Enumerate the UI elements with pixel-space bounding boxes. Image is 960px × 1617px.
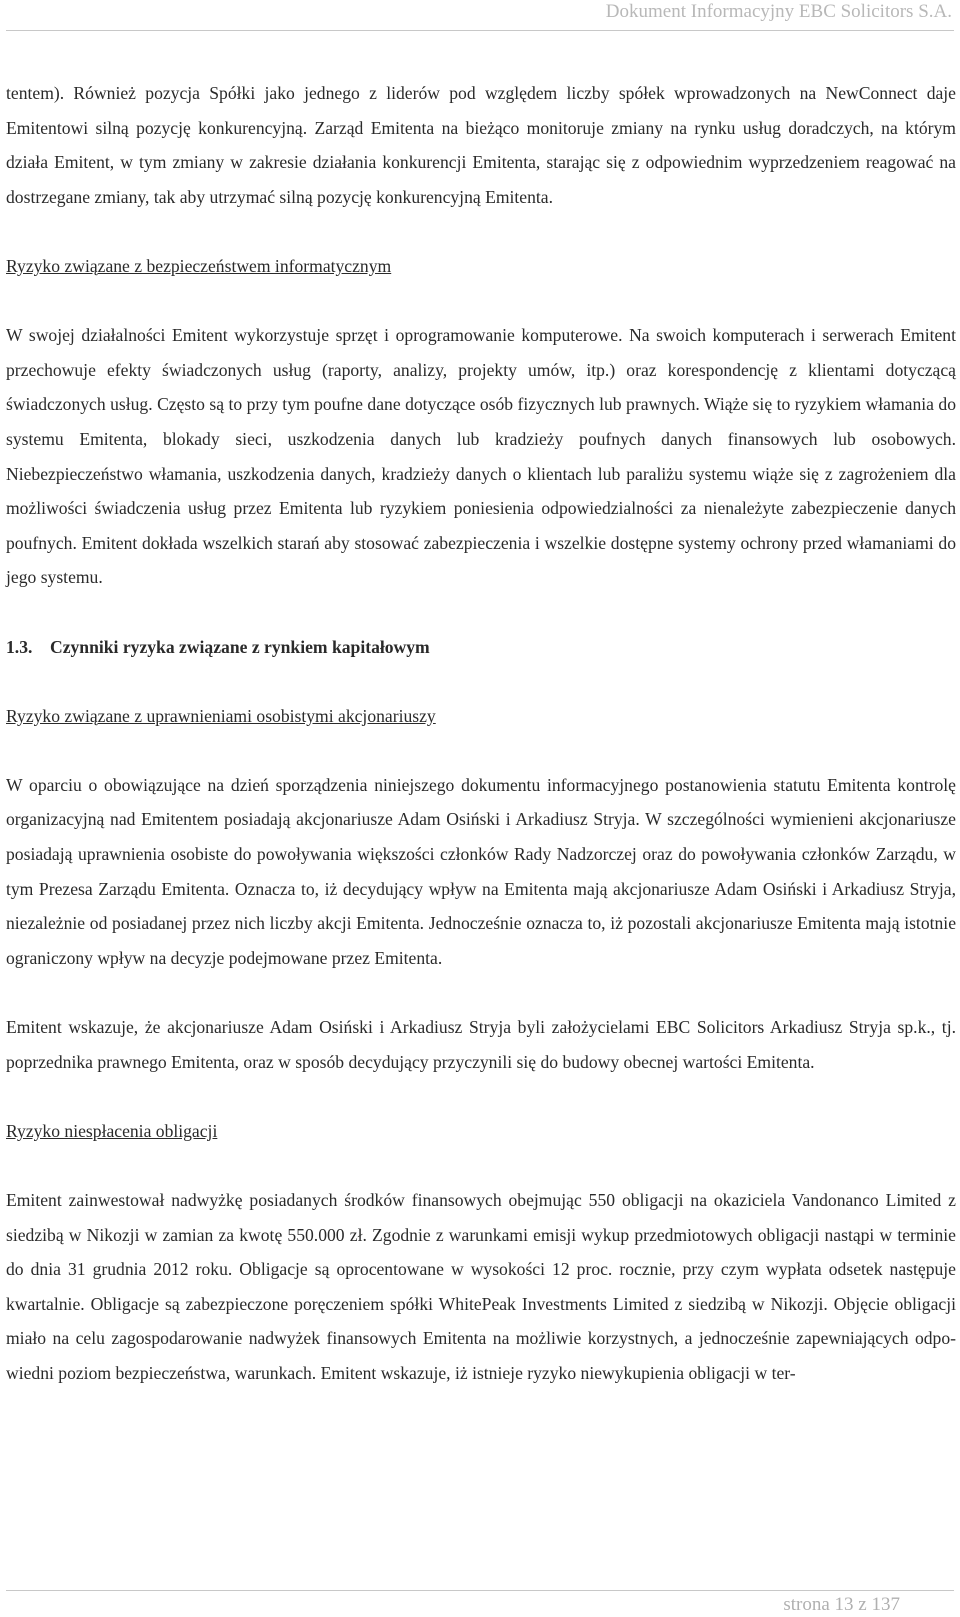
paragraph-competition: tentem). Również pozycja Spółki jako jednego z liderów pod względem liczby spółek wprowadzonych na NewConnect daje Emitentowi silną pozycję konkurencyjną. Zarząd Emitenta na bieżąco monitoruje zmiany na rynku usług doradczych, na którym działa Emitent, w tym zmiany w zakresie działania konkurencji Emitenta, starając się z odpowiednim wyprzedzeniem reagować na dostrzegane zmiany, tak aby utrzymać silną pozycję konkurencyjną Emitenta.	[6, 83, 956, 207]
section-number: 1.3.	[6, 636, 33, 657]
section-title: Czynniki ryzyka związane z rynkiem kapitałowym	[50, 636, 430, 657]
heading-it-security-risk: Ryzyko związane z bezpieczeństwem informatycznym	[6, 255, 392, 276]
document-body	[6, 76, 956, 1391]
section-heading-capital-market	[6, 630, 956, 665]
header-divider	[6, 30, 954, 31]
document-header-title: Dokument Informacyjny EBC Solicitors S.A.	[605, 1, 952, 22]
heading-bond-default-risk: Ryzyko niespłacenia obligacji	[6, 1120, 218, 1141]
page-number: strona 13 z 137	[783, 1594, 900, 1615]
paragraph-bonds: Emitent zainwestował nadwyżkę posiadanych środków finansowych obejmując 550 obligacji na okaziciela Vandonanco Limited z siedzibą w Nikozji w zamian za kwotę 550.000 zł. Zgodnie z warunkami emisji wykup przedmiotowych obligacji nastąpi w terminie do dnia 31 grudnia 2012 roku. Obligacje są oprocentowane w wysokości 12 proc. rocznie, przy czym wypłata odsetek następuje kwartalnie. Obligacje są zabezpieczone poręczeniem spółki WhitePeak Investments Limited z siedzibą w Nikozji. Objęcie obligacji miało na celu zagospodarowanie nadwyżek finansowych Emitenta na możliwie korzystnych, a jednocześnie zapewniających odpowiedni poziom bezpieczeństwa, warunkach. Emitent wskazuje, iż istnieje ryzyko niewykupienia obligacji w ter-	[6, 1190, 956, 1383]
footer-divider	[6, 1590, 954, 1591]
paragraph-it-security: W swojej działalności Emitent wykorzystuje sprzęt i oprogramowanie komputerowe. Na swoich komputerach i serwerach Emitent przechowuje efekty świadczonych usług (raporty, analizy, projekty umów, itp.) oraz korespondencję z klientami dotyczącą świadczonych usług. Często są to przy tym poufne dane dotyczące osób fizycznych lub prawnych. Wiąże się to ryzykiem włamania do systemu Emitenta, blokady sieci, uszkodzenia danych lub kradzieży poufnych danych finansowych lub osobowych. Niebezpieczeństwo włamania, uszkodzenia danych, kradzieży danych o klientach lub paraliżu systemu wiąże się z zagrożeniem dla możliwości świadczenia usług przez Emitenta lub ryzykiem poniesienia odpowiedzialności za nienależyte zabezpieczenie danych poufnych. Emitent dokłada wszelkich starań aby stosować zabezpieczenia i wszelkie dostępne systemy ochrony przed włamaniami do jego systemu.	[6, 325, 956, 588]
paragraph-founders: Emitent wskazuje, że akcjonariusze Adam Osiński i Arkadiusz Stryja byli założycielami EBC Solicitors Arkadiusz Stryja sp.k., tj. poprzednika prawnego Emitenta, oraz w sposób decydujący przyczynili się do budowy obecnej wartości Emitenta.	[6, 1017, 956, 1072]
heading-shareholder-rights-risk: Ryzyko związane z uprawnieniami osobistymi akcjonariuszy	[6, 705, 436, 726]
paragraph-shareholder-control: W oparciu o obowiązujące na dzień sporządzenia niniejszego dokumentu informacyjnego postanowienia statutu Emitenta kontrolę organizacyjną nad Emitentem posiadają akcjonariusze Adam Osiński i Arkadiusz Stryja. W szczególności wymienieni akcjonariusze posiadają uprawnienia osobiste do powoływania większości członków Rady Nadzorczej oraz do powoływania członków Zarządu, w tym Prezesa Zarządu Emitenta. Oznacza to, iż decydujący wpływ na Emitenta mają akcjonariusze Adam Osiński i Arkadiusz Stryja, niezależnie od posiadanej przez nich liczby akcji Emitenta. Jednocześnie oznacza to, iż pozostali akcjonariusze Emitenta mają istotnie ograniczony wpływ na decyzje podejmowane przez Emitenta.	[6, 774, 956, 968]
